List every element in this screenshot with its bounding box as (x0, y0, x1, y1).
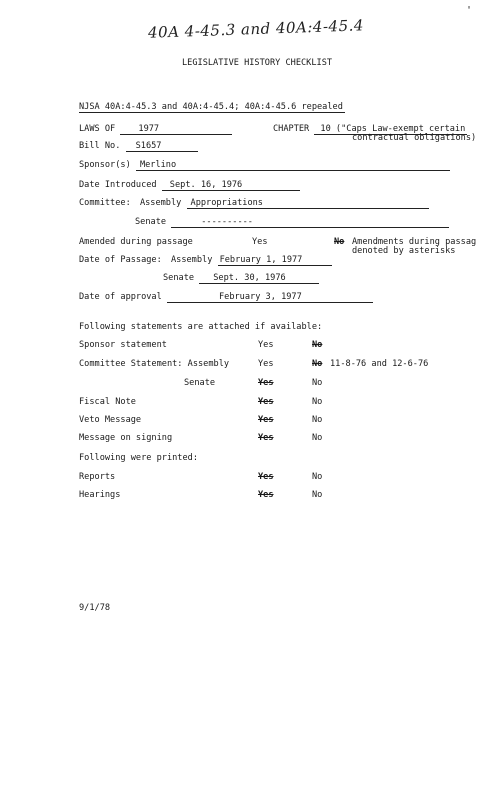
laws-of-label: LAWS OF (79, 124, 116, 134)
passage-assembly-label: Assembly (170, 255, 213, 265)
amended-label: Amended during passage (79, 237, 193, 247)
item-no: No (312, 378, 323, 388)
item-yes: Yes (258, 397, 274, 407)
laws-of-value: 1977 (120, 124, 232, 135)
attached-heading: Following statements are attached if available: (79, 322, 323, 332)
committee-label: Committee: (79, 198, 131, 208)
item-yes: Yes (258, 433, 274, 443)
passage-row (79, 255, 332, 266)
chapter-label: CHAPTER (273, 124, 310, 134)
chapter-value: 10 ("Caps Law-exempt certain (314, 124, 467, 135)
approval-label: Date of approval (79, 292, 162, 302)
corner-mark: ' (466, 5, 473, 16)
committee-assembly-value: Appropriations (187, 198, 429, 209)
passage-senate-value: Sept. 30, 1976 (199, 273, 319, 284)
bill-no-value: S1657 (126, 141, 198, 152)
committee-senate-row (135, 217, 449, 228)
bill-no-label: Bill No. (79, 141, 121, 151)
laws-of-row (79, 124, 232, 135)
item-label: Veto Message (79, 415, 142, 425)
item-label: Committee Statement: Assembly (79, 359, 230, 369)
item-label: Fiscal Note (79, 397, 136, 407)
amended-note: Amendments during passag (352, 237, 477, 247)
njsa-line (79, 102, 345, 113)
printed-item-yes: Yes (258, 490, 274, 500)
item-yes: Yes (258, 340, 274, 350)
bill-no-row (79, 141, 198, 152)
item-note: 11-8-76 and 12-6-76 (330, 359, 429, 369)
item-yes: Yes (258, 378, 274, 388)
amended-note-2: denoted by asterisks (352, 246, 456, 256)
passage-senate-label: Senate (163, 273, 195, 283)
date-introduced-row (79, 180, 300, 191)
printed-item-label: Reports (79, 472, 116, 482)
sponsor-value: Merlino (136, 160, 450, 171)
amended-yes: Yes (252, 237, 268, 247)
item-no: No (312, 340, 323, 350)
printed-item-no: No (312, 472, 323, 482)
committee-assembly-label: Assembly (139, 198, 182, 208)
njsa-text: NJSA 40A:4-45.3 and 40A:4-45.4; 40A:4-45.6 repealed (79, 102, 343, 112)
printed-heading: Following were printed: (79, 453, 198, 463)
item-label: Message on signing (79, 433, 173, 443)
sponsor-row (79, 160, 450, 171)
printed-item-label: Hearings (79, 490, 121, 500)
approval-row (79, 292, 373, 303)
committee-row (79, 198, 429, 209)
committee-senate-value: ---------- (171, 217, 449, 228)
footer-date: 9/1/78 (79, 603, 111, 613)
passage-assembly-value: February 1, 1977 (218, 255, 332, 266)
handwritten-note: 40A 4-45.3 and 40A:4-45.4 (147, 16, 365, 42)
committee-senate-label: Senate (135, 217, 167, 227)
date-introduced-label: Date Introduced (79, 180, 157, 190)
printed-item-yes: Yes (258, 472, 274, 482)
item-no: No (312, 397, 323, 407)
chapter-value-2: contractual obligations) (352, 133, 477, 143)
approval-value: February 3, 1977 (167, 292, 373, 303)
item-no: No (312, 415, 323, 425)
passage-senate-row (163, 273, 319, 284)
sponsor-label: Sponsor(s) (79, 160, 131, 170)
item-no: No (312, 359, 323, 369)
item-yes: Yes (258, 359, 274, 369)
item-label: Senate (184, 378, 216, 388)
page-title: LEGISLATIVE HISTORY CHECKLIST (182, 58, 333, 68)
item-yes: Yes (258, 415, 274, 425)
item-no: No (312, 433, 323, 443)
item-label: Sponsor statement (79, 340, 167, 350)
printed-item-no: No (312, 490, 323, 500)
date-introduced-value: Sept. 16, 1976 (162, 180, 300, 191)
amended-no-mark: No (334, 237, 345, 247)
passage-label: Date of Passage: (79, 255, 162, 265)
